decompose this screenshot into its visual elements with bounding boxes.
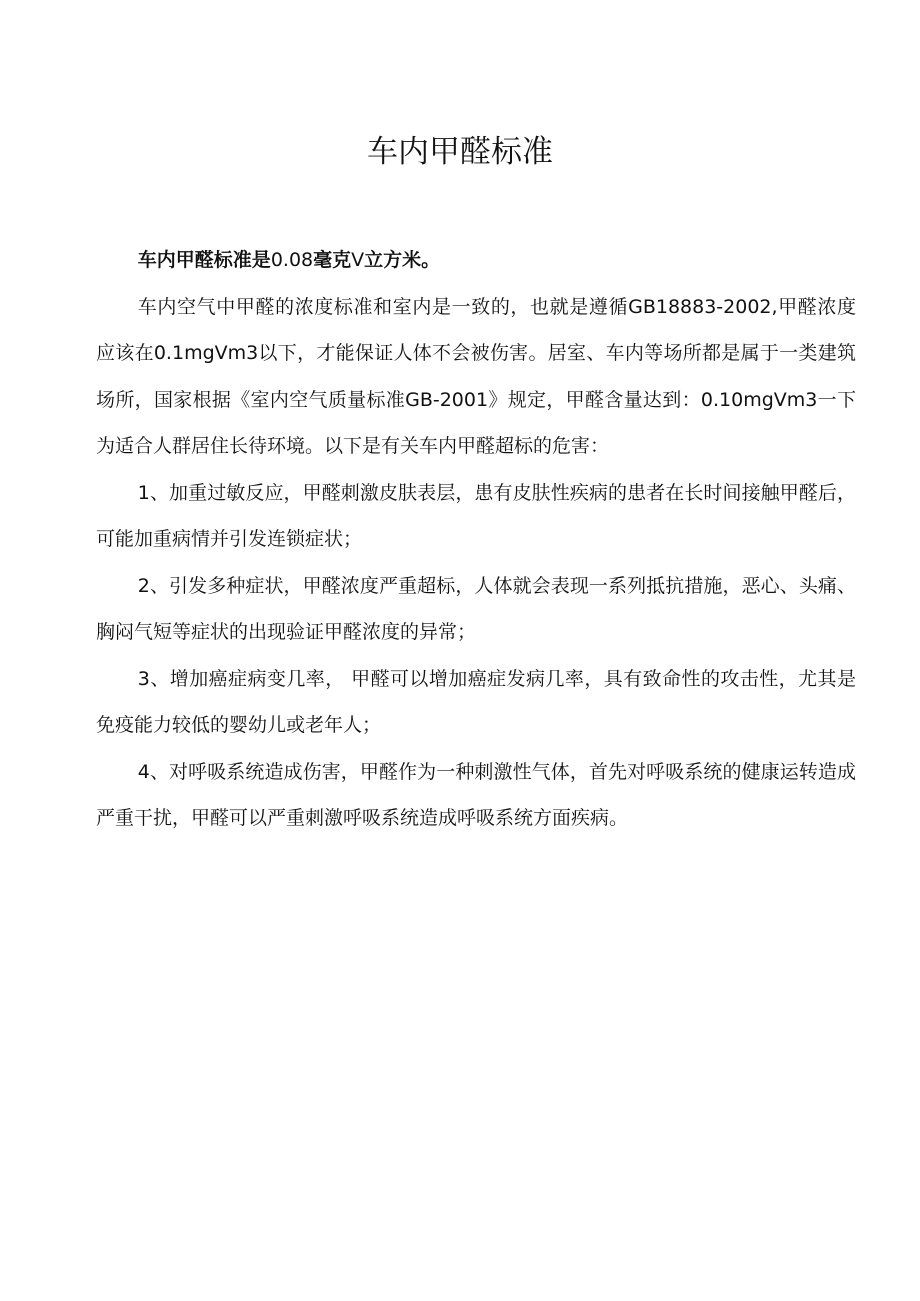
hazard-item-2: 2、引发多种症状，甲醛浓度严重超标，人体就会表现一系列抵抗措施，恶心、头痛、胸闷气短等症状的出现验证甲醛浓度的异常； [96, 574, 856, 643]
lead-text-2: 毫克 [313, 249, 352, 271]
hazard-item-3: 3、增加癌症病变几率， 甲醛可以增加癌症发病几率，具有致命性的攻击性，尤其是免疫能力较低的婴幼儿或老年人； [96, 667, 856, 736]
lead-text-3: 立方米。 [364, 249, 441, 271]
document-body [96, 237, 856, 842]
lead-value: 0.08 [270, 249, 314, 271]
hazard-item-4: 4、对呼吸系统造成伤害，甲醛作为一种刺激性气体，首先对呼吸系统的健康运转造成严重干扰，甲醛可以严重刺激呼吸系统造成呼吸系统方面疾病。 [96, 760, 856, 829]
lead-statement [96, 237, 856, 284]
lead-text-1: 车内甲醛标准是 [137, 249, 271, 271]
hazard-item-1: 1、加重过敏反应，甲醛刺激皮肤表层，患有皮肤性疾病的患者在长时间接触甲醛后， 可能加重病情并引发连锁症状； [96, 481, 856, 550]
lead-unit-mid: V [351, 249, 365, 271]
document-title: 车内甲醛标准 [367, 134, 553, 170]
intro-paragraph: 车内空气中甲醛的浓度标准和室内是一致的，也就是遵循GB18883-2002,甲醛浓度应该在0.1mgVm3以下，才能保证人体不会被伤害。居室、车内等场所都是属于一类建筑场所，国家根据《室内空气质量标准GB-2001》规定，甲醛含量达到：0.10mgVm3一下为适合人群居住长待环境。以下是有关车内甲醛超标的危害： [96, 295, 856, 457]
